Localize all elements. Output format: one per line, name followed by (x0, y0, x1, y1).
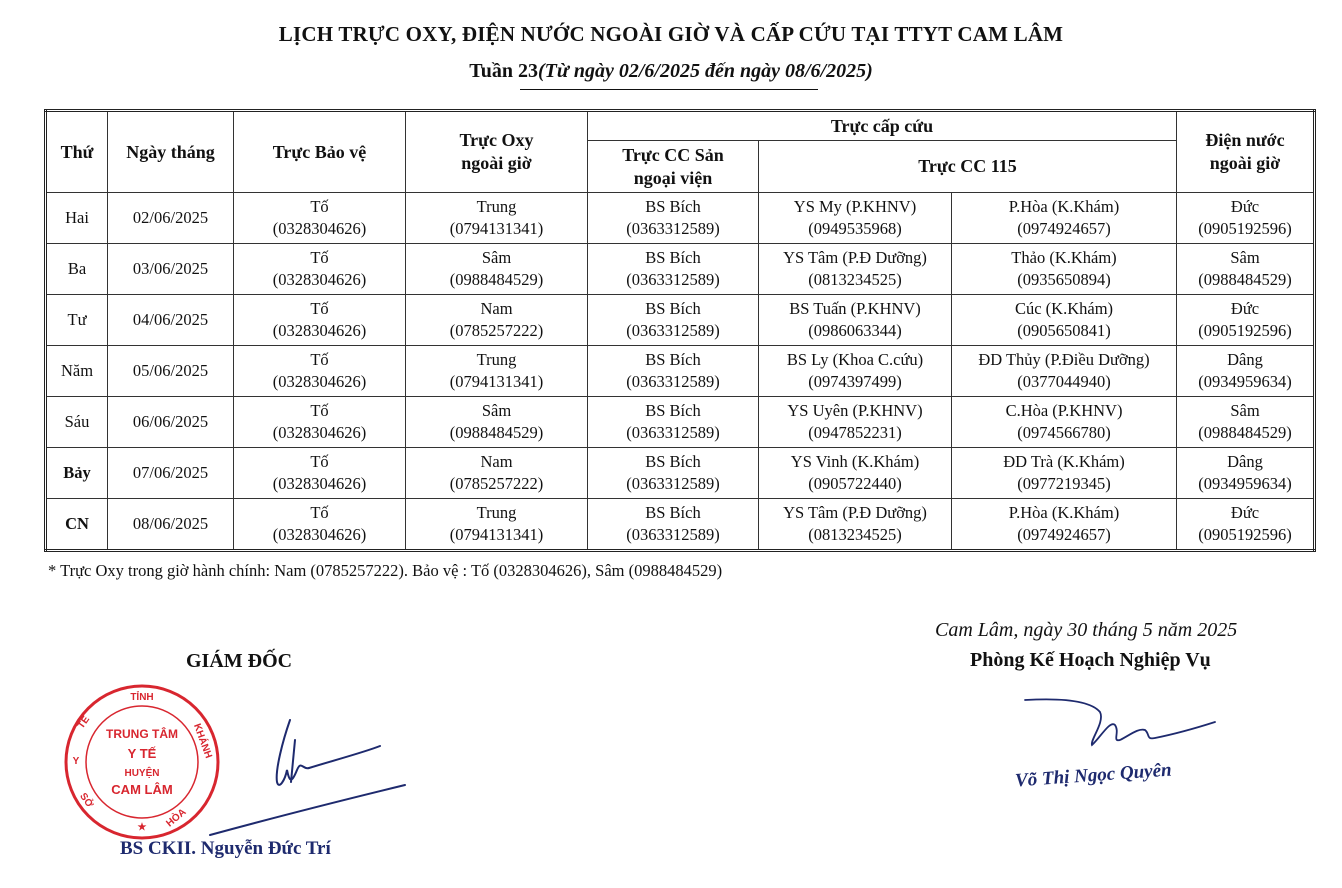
cell-oxy (406, 448, 588, 499)
cell-cc115-b (952, 193, 1177, 244)
duty-person-phone: (0363312589) (626, 270, 720, 289)
duty-person-name: Nam (480, 299, 513, 318)
cell-bao-ve (234, 499, 406, 551)
stamp-text-hoa: HÒA (164, 806, 189, 830)
cell-cc115-a (759, 397, 952, 448)
cell-cc115-b (952, 244, 1177, 295)
duty-person-phone: (0328304626) (272, 321, 367, 340)
duty-person-name: Đức (1230, 503, 1260, 522)
duty-person-name: Đức (1230, 197, 1260, 216)
department-signature (1020, 690, 1230, 770)
duty-person-phone: (0363312589) (626, 423, 720, 442)
duty-person-name: Tố (310, 248, 329, 267)
department-name: Phòng Kế Hoạch Nghiệp Vụ (970, 649, 1211, 671)
cell-bao-ve (234, 295, 406, 346)
department-head-name: Võ Thị Ngọc Quyên (1014, 759, 1173, 792)
duty-person-name: ĐD Trà (K.Khám) (1003, 452, 1125, 471)
cell-date: 07/06/2025 (108, 448, 234, 499)
duty-person-phone: (0934959634) (1198, 372, 1292, 391)
cell-date: 08/06/2025 (108, 499, 234, 551)
duty-person-phone: (0813234525) (808, 525, 902, 544)
duty-person-phone: (0785257222) (449, 474, 544, 493)
col-header-cap-cuu: Trực cấp cứu (588, 111, 1177, 141)
stamp-text-khanh: KHÁNH (191, 722, 214, 760)
duty-person-name: Dâng (1227, 350, 1263, 369)
cell-day: Hai (46, 193, 108, 244)
cell-dien-nuoc (1177, 448, 1315, 499)
duty-person-name: YS Vinh (K.Khám) (790, 452, 920, 471)
duty-person-name: YS Uyên (P.KHNV) (787, 401, 923, 420)
cell-date: 04/06/2025 (108, 295, 234, 346)
duty-person-phone: (0988484529) (449, 423, 544, 442)
cell-cc115-b (952, 397, 1177, 448)
duty-person-phone: (0974397499) (808, 372, 902, 391)
cell-oxy (406, 499, 588, 551)
cell-oxy (406, 193, 588, 244)
duty-person-name: P.Hòa (K.Khám) (1008, 197, 1120, 216)
stamp-text-y: Y (72, 756, 80, 767)
duty-person-phone: (0974924657) (1017, 525, 1111, 544)
duty-person-phone: (0363312589) (626, 474, 720, 493)
cell-dien-nuoc (1177, 193, 1315, 244)
duty-person-phone: (0988484529) (1198, 270, 1292, 289)
duty-person-name: Sâm (1230, 401, 1260, 420)
duty-person-phone: (0986063344) (808, 321, 902, 340)
col-header-ngay-thang: Ngày tháng (108, 111, 234, 193)
cell-date: 02/06/2025 (108, 193, 234, 244)
duty-person-name: Trung (476, 503, 517, 522)
duty-person-phone: (0328304626) (272, 372, 367, 391)
cell-oxy (406, 244, 588, 295)
cell-cc115-b (952, 295, 1177, 346)
cell-oxy (406, 295, 588, 346)
footnote: * Trực Oxy trong giờ hành chính: Nam (0785257222). Bảo vệ : Tố (0328304626), Sâm (0988484529) (48, 561, 723, 580)
director-title: GIÁM ĐỐC (186, 650, 293, 672)
cell-day: Năm (46, 346, 108, 397)
col-header-cc-san-line2: ngoại viện (633, 167, 713, 188)
duty-person-name: C.Hòa (P.KHNV) (1005, 401, 1123, 420)
duty-person-phone: (0947852231) (808, 423, 902, 442)
duty-person-name: Thảo (K.Khám) (1011, 248, 1117, 267)
table-row (46, 295, 1315, 346)
cell-cc115-b (952, 499, 1177, 551)
director-signature (205, 710, 415, 840)
duty-person-name: Trung (476, 350, 517, 369)
cell-cc115-a (759, 193, 952, 244)
table-row (46, 244, 1315, 295)
duty-person-phone: (0977219345) (1017, 474, 1111, 493)
col-header-dien-nuoc (1177, 111, 1315, 193)
duty-person-name: Dâng (1227, 452, 1263, 471)
duty-person-name: Tố (310, 503, 329, 522)
duty-person-name: Sâm (481, 248, 512, 267)
cell-cc-san (588, 295, 759, 346)
schedule-body (46, 193, 1315, 551)
duty-person-phone: (0794131341) (449, 525, 544, 544)
cell-bao-ve (234, 346, 406, 397)
duty-person-phone: (0328304626) (272, 270, 367, 289)
cell-day: CN (46, 499, 108, 551)
duty-person-phone: (0377044940) (1017, 372, 1111, 391)
duty-person-name: Cúc (K.Khám) (1014, 299, 1114, 318)
duty-person-name: BS Bích (645, 503, 701, 522)
cell-day: Tư (46, 295, 108, 346)
duty-person-phone: (0934959634) (1198, 474, 1292, 493)
duty-person-phone: (0988484529) (1198, 423, 1292, 442)
cell-dien-nuoc (1177, 244, 1315, 295)
cell-cc115-a (759, 295, 952, 346)
stamp-text-y-te: Y TẾ (127, 746, 157, 761)
duty-person-name: Tố (310, 197, 329, 216)
duty-person-name: BS Bích (645, 452, 701, 471)
cell-cc-san (588, 346, 759, 397)
cell-cc115-b (952, 346, 1177, 397)
stamp-star: ★ (137, 822, 147, 833)
duty-person-phone: (0974924657) (1017, 219, 1111, 238)
week-label: Tuần 23 (469, 60, 538, 82)
cell-date: 06/06/2025 (108, 397, 234, 448)
table-row (46, 448, 1315, 499)
duty-person-phone: (0328304626) (272, 219, 367, 238)
duty-person-phone: (0813234525) (808, 270, 902, 289)
duty-person-phone: (0905192596) (1198, 525, 1292, 544)
stamp-text-trung-tam: TRUNG TÂM (106, 727, 178, 741)
duty-person-phone: (0363312589) (626, 372, 720, 391)
cell-bao-ve (234, 397, 406, 448)
col-header-cc-115: Trực CC 115 (759, 141, 1177, 193)
table-row (46, 397, 1315, 448)
duty-person-name: Đức (1230, 299, 1260, 318)
cell-oxy (406, 346, 588, 397)
duty-person-name: BS Bích (645, 197, 701, 216)
stamp-text-tinh: TỈNH (130, 692, 154, 703)
cell-cc-san (588, 193, 759, 244)
duty-person-name: P.Hòa (K.Khám) (1008, 503, 1120, 522)
col-header-oxy-line1: Trực Oxy (459, 130, 534, 150)
stamp-text-cam-lam: CAM LÂM (111, 782, 173, 797)
stamp-text-te: TẾ (75, 714, 93, 731)
duty-person-phone: (0785257222) (449, 321, 544, 340)
duty-person-phone: (0905192596) (1198, 219, 1292, 238)
cell-dien-nuoc (1177, 397, 1315, 448)
stamp-text-so: SỞ (77, 791, 95, 810)
duty-person-phone: (0363312589) (626, 219, 720, 238)
duty-person-name: BS Bích (645, 401, 701, 420)
duty-person-name: BS Bích (645, 350, 701, 369)
cell-cc-san (588, 244, 759, 295)
duty-person-phone: (0905192596) (1198, 321, 1292, 340)
cell-cc-san (588, 499, 759, 551)
duty-schedule-table (44, 109, 1316, 552)
duty-person-phone: (0363312589) (626, 525, 720, 544)
cell-cc-san (588, 448, 759, 499)
duty-person-name: YS Tâm (P.Đ Dưỡng) (783, 248, 927, 267)
col-header-oxy-line2: ngoài giờ (461, 153, 532, 173)
duty-person-name: Tố (310, 299, 329, 318)
cell-dien-nuoc (1177, 346, 1315, 397)
cell-date: 03/06/2025 (108, 244, 234, 295)
subtitle-underline (520, 89, 818, 90)
cell-day: Sáu (46, 397, 108, 448)
duty-person-phone: (0794131341) (449, 372, 544, 391)
duty-person-name: ĐD Thủy (P.Điều Dưỡng) (978, 350, 1150, 369)
duty-person-name: BS Ly (Khoa C.cứu) (786, 350, 924, 369)
document-subtitle (0, 60, 1342, 83)
duty-person-name: Tố (310, 350, 329, 369)
duty-person-name: YS My (P.KHNV) (793, 197, 917, 216)
cell-dien-nuoc (1177, 295, 1315, 346)
cell-dien-nuoc (1177, 499, 1315, 551)
cell-bao-ve (234, 244, 406, 295)
cell-bao-ve (234, 448, 406, 499)
col-header-cc-san-line1: Trực CC Sản (622, 144, 724, 165)
director-name: BS CKII. Nguyễn Đức Trí (120, 838, 331, 859)
cell-day: Ba (46, 244, 108, 295)
duty-person-name: BS Bích (645, 248, 701, 267)
col-header-dien-nuoc-line1: Điện nước (1205, 130, 1285, 150)
duty-person-name: Trung (476, 197, 517, 216)
duty-person-phone: (0935650894) (1017, 270, 1111, 289)
duty-person-phone: (0949535968) (808, 219, 902, 238)
cell-cc115-a (759, 244, 952, 295)
cell-date: 05/06/2025 (108, 346, 234, 397)
date-range: (Từ ngày 02/6/2025 đến ngày 08/6/2025) (538, 60, 873, 82)
duty-person-phone: (0794131341) (449, 219, 544, 238)
duty-person-name: BS Tuấn (P.KHNV) (789, 299, 921, 318)
cell-cc115-a (759, 346, 952, 397)
cell-bao-ve (234, 193, 406, 244)
duty-person-phone: (0363312589) (626, 321, 720, 340)
duty-person-phone: (0905650841) (1017, 321, 1111, 340)
cell-cc115-a (759, 448, 952, 499)
duty-person-name: BS Bích (645, 299, 701, 318)
table-row (46, 346, 1315, 397)
stamp-text-huyen: HUYỆN (124, 768, 160, 779)
duty-person-name: Sâm (481, 401, 512, 420)
duty-person-name: YS Tâm (P.Đ Dưỡng) (783, 503, 927, 522)
table-row (46, 499, 1315, 551)
duty-person-name: Nam (480, 452, 513, 471)
duty-person-phone: (0905722440) (808, 474, 902, 493)
duty-person-phone: (0328304626) (272, 423, 367, 442)
official-stamp (60, 680, 225, 845)
col-header-thu: Thứ (46, 111, 108, 193)
duty-person-phone: (0988484529) (449, 270, 544, 289)
cell-cc-san (588, 397, 759, 448)
duty-person-phone: (0974566780) (1017, 423, 1111, 442)
col-header-dien-nuoc-line2: ngoài giờ (1209, 153, 1281, 173)
document-title: LỊCH TRỰC OXY, ĐIỆN NƯỚC NGOÀI GIỜ VÀ CẤP CỨU TẠI TTYT CAM LÂM (278, 22, 1064, 46)
col-header-cc-san (588, 141, 759, 193)
duty-person-phone: (0328304626) (272, 474, 367, 493)
cell-cc115-b (952, 448, 1177, 499)
cell-cc115-a (759, 499, 952, 551)
col-header-oxy (406, 111, 588, 193)
table-row (46, 193, 1315, 244)
duty-person-name: Tố (310, 452, 329, 471)
cell-oxy (406, 397, 588, 448)
duty-person-name: Sâm (1230, 248, 1260, 267)
cell-day: Bảy (46, 448, 108, 499)
col-header-bao-ve: Trực Bảo vệ (234, 111, 406, 193)
issue-date: Cam Lâm, ngày 30 tháng 5 năm 2025 (935, 619, 1238, 641)
duty-person-name: Tố (310, 401, 329, 420)
duty-person-phone: (0328304626) (272, 525, 367, 544)
header-row-1 (46, 111, 1315, 141)
